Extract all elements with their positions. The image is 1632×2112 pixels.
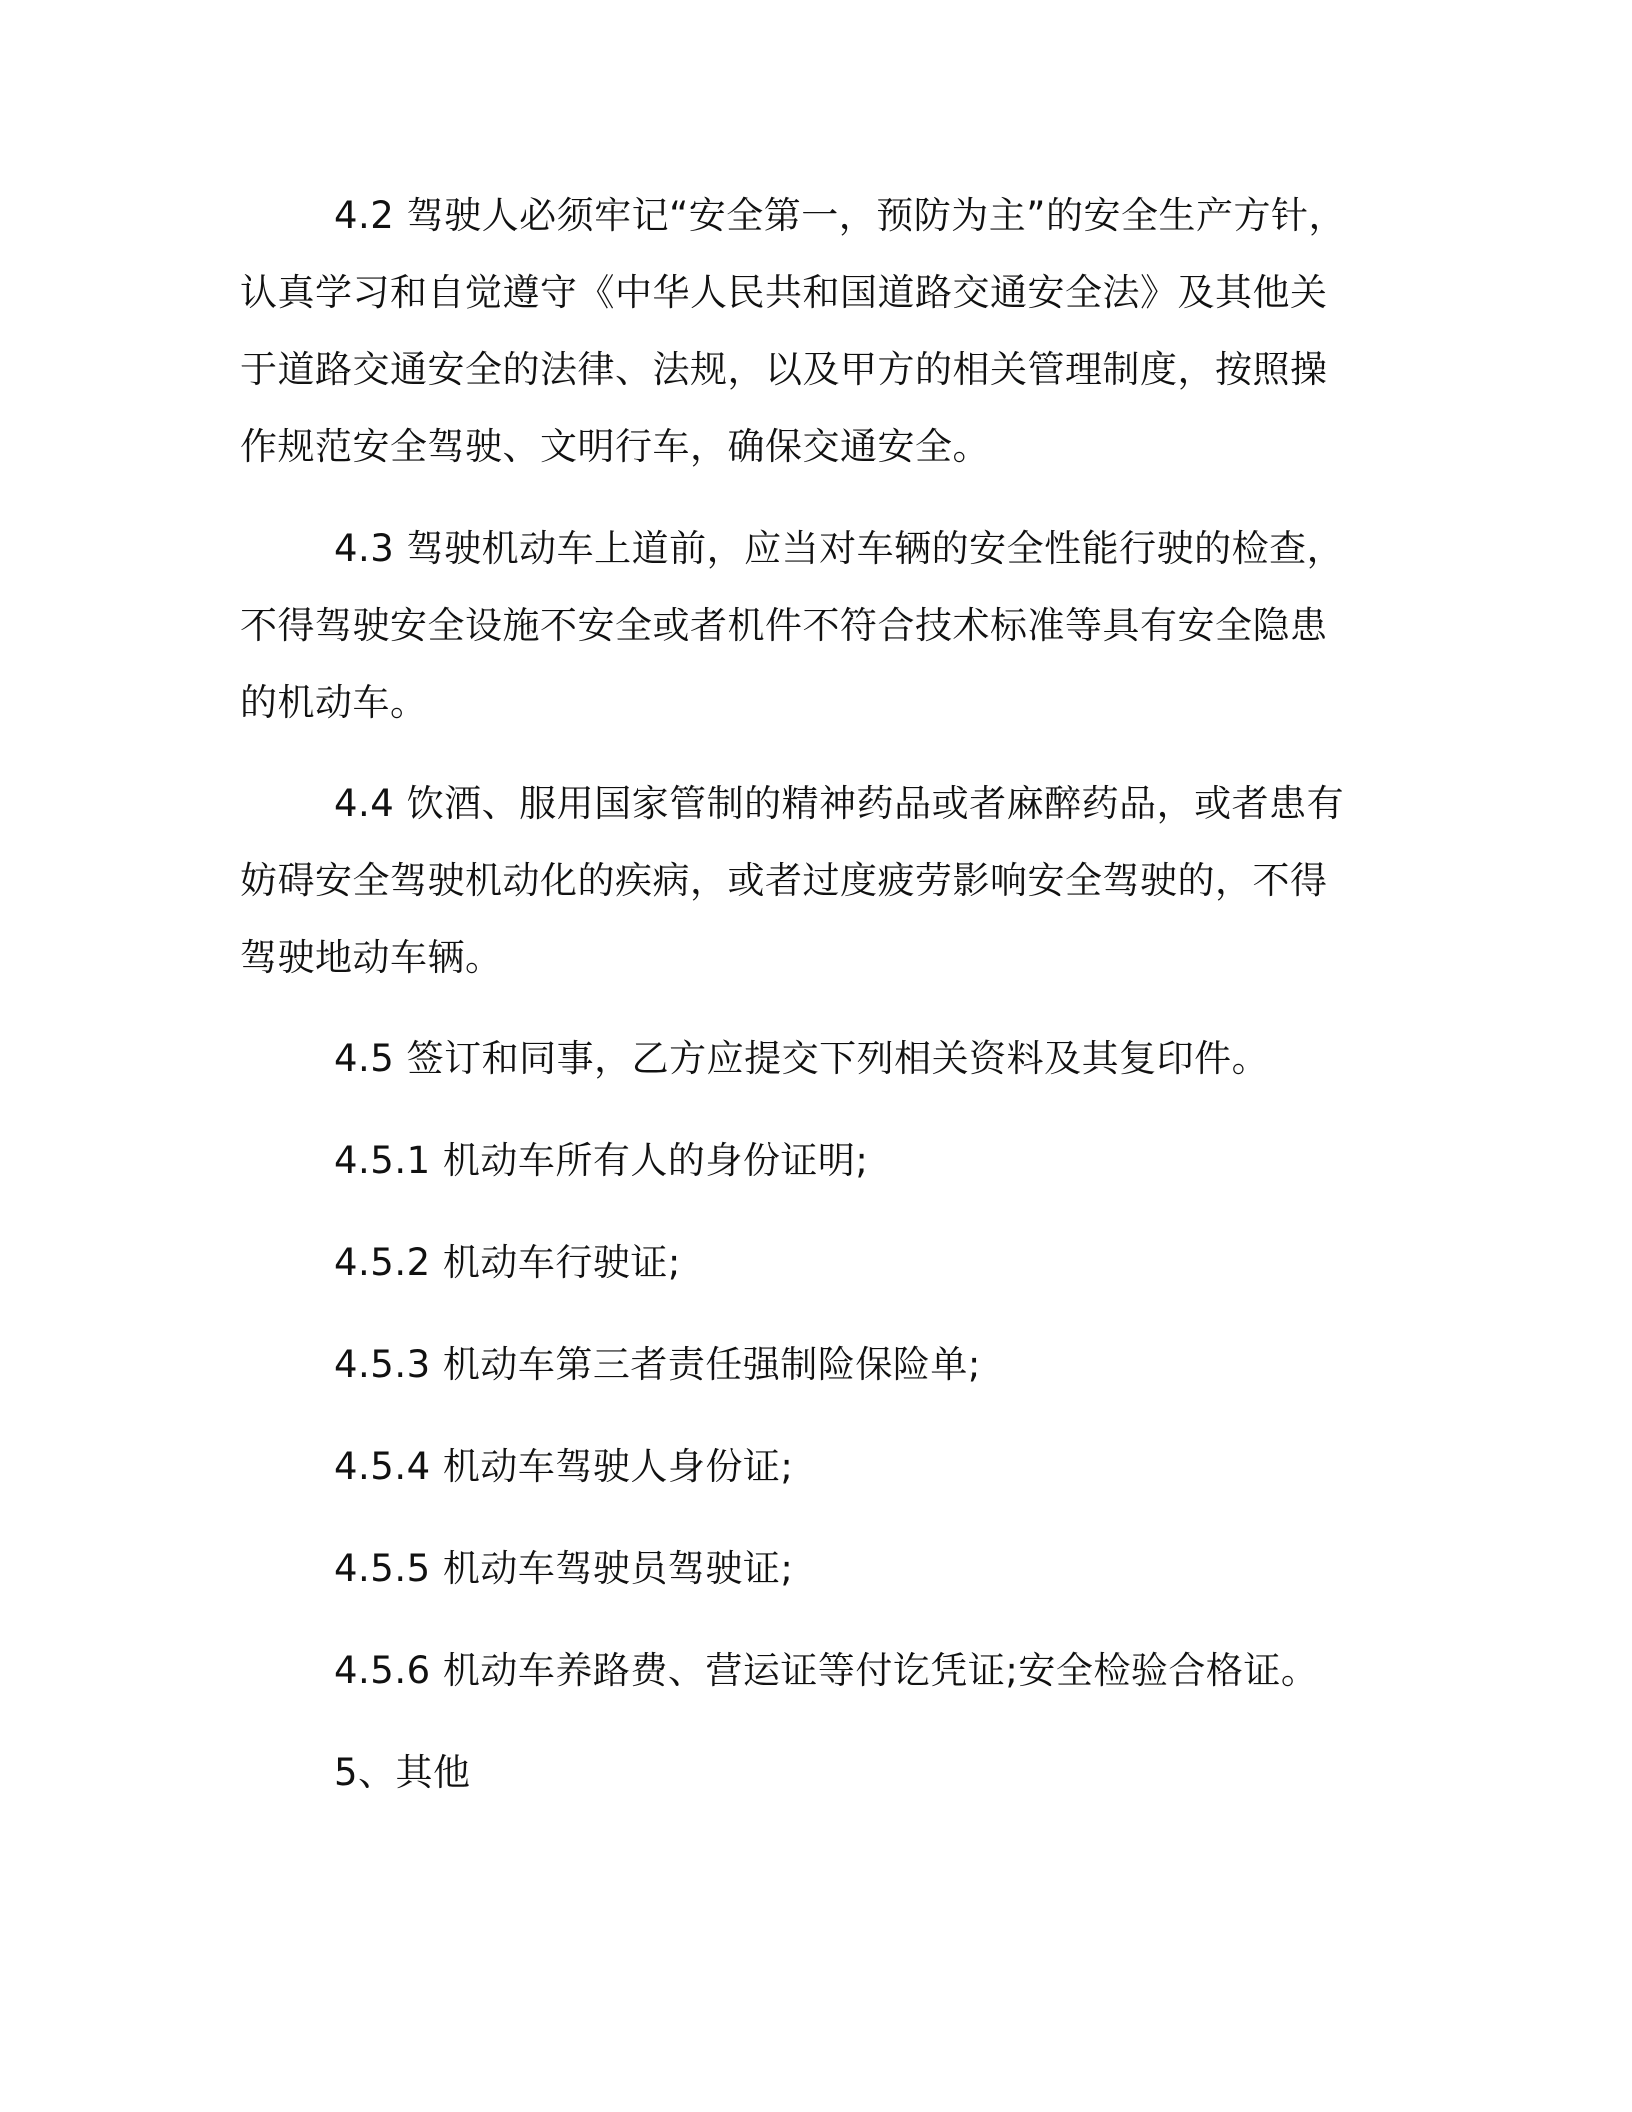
paragraph-text: 4.2 驾驶人必须牢记“安全第一，预防为主”的安全生产方针，认真学习和自觉遵守《中华人民共和国道路交通安全法》及其他关于道路交通安全的法律、法规，以及甲方的相关管理制度，按照操作规范安全驾驶、文明行车，确保交通安全。 bbox=[240, 194, 1346, 468]
sub-item-4-5-5 bbox=[240, 1530, 1360, 1607]
sub-item-4-5-2 bbox=[240, 1224, 1360, 1301]
item-4-5 bbox=[240, 1020, 1360, 1097]
paragraph-text: 4.4 饮酒、服用国家管制的精神药品或者麻醉药品，或者患有妨碍安全驾驶机动化的疾病，或者过度疲劳影响安全驾驶的，不得驾驶地动车辆。 bbox=[240, 782, 1345, 979]
sub-item-4-5-4 bbox=[240, 1428, 1360, 1505]
section-5-text: 5、其他 bbox=[334, 1751, 471, 1794]
sub-item-4-5-1 bbox=[240, 1122, 1360, 1199]
sub-item-text: 4.5.5 机动车驾驶员驾驶证; bbox=[334, 1547, 794, 1590]
paragraph-text: 4.3 驾驶机动车上道前，应当对车辆的安全性能行驶的检查，不得驾驶安全设施不安全或者机件不符合技术标准等具有安全隐患的机动车。 bbox=[240, 527, 1345, 724]
sub-item-text: 4.5.4 机动车驾驶人身份证; bbox=[334, 1445, 794, 1488]
paragraph-4-4 bbox=[240, 765, 1360, 996]
sub-item-text: 4.5.3 机动车第三者责任强制险保险单; bbox=[334, 1343, 981, 1386]
paragraph-4-2 bbox=[240, 177, 1360, 485]
section-5-heading bbox=[240, 1734, 1360, 1811]
sub-item-text: 4.5.6 机动车养路费、营运证等付讫凭证;安全检验合格证。 bbox=[334, 1649, 1319, 1692]
sub-item-text: 4.5.1 机动车所有人的身份证明; bbox=[334, 1139, 869, 1182]
sub-item-4-5-6 bbox=[240, 1632, 1360, 1709]
paragraph-4-3 bbox=[240, 510, 1360, 741]
sub-item-4-5-3 bbox=[240, 1326, 1360, 1403]
item-4-5-text: 4.5 签订和同事，乙方应提交下列相关资料及其复印件。 bbox=[334, 1037, 1270, 1080]
sub-item-text: 4.5.2 机动车行驶证; bbox=[334, 1241, 681, 1284]
